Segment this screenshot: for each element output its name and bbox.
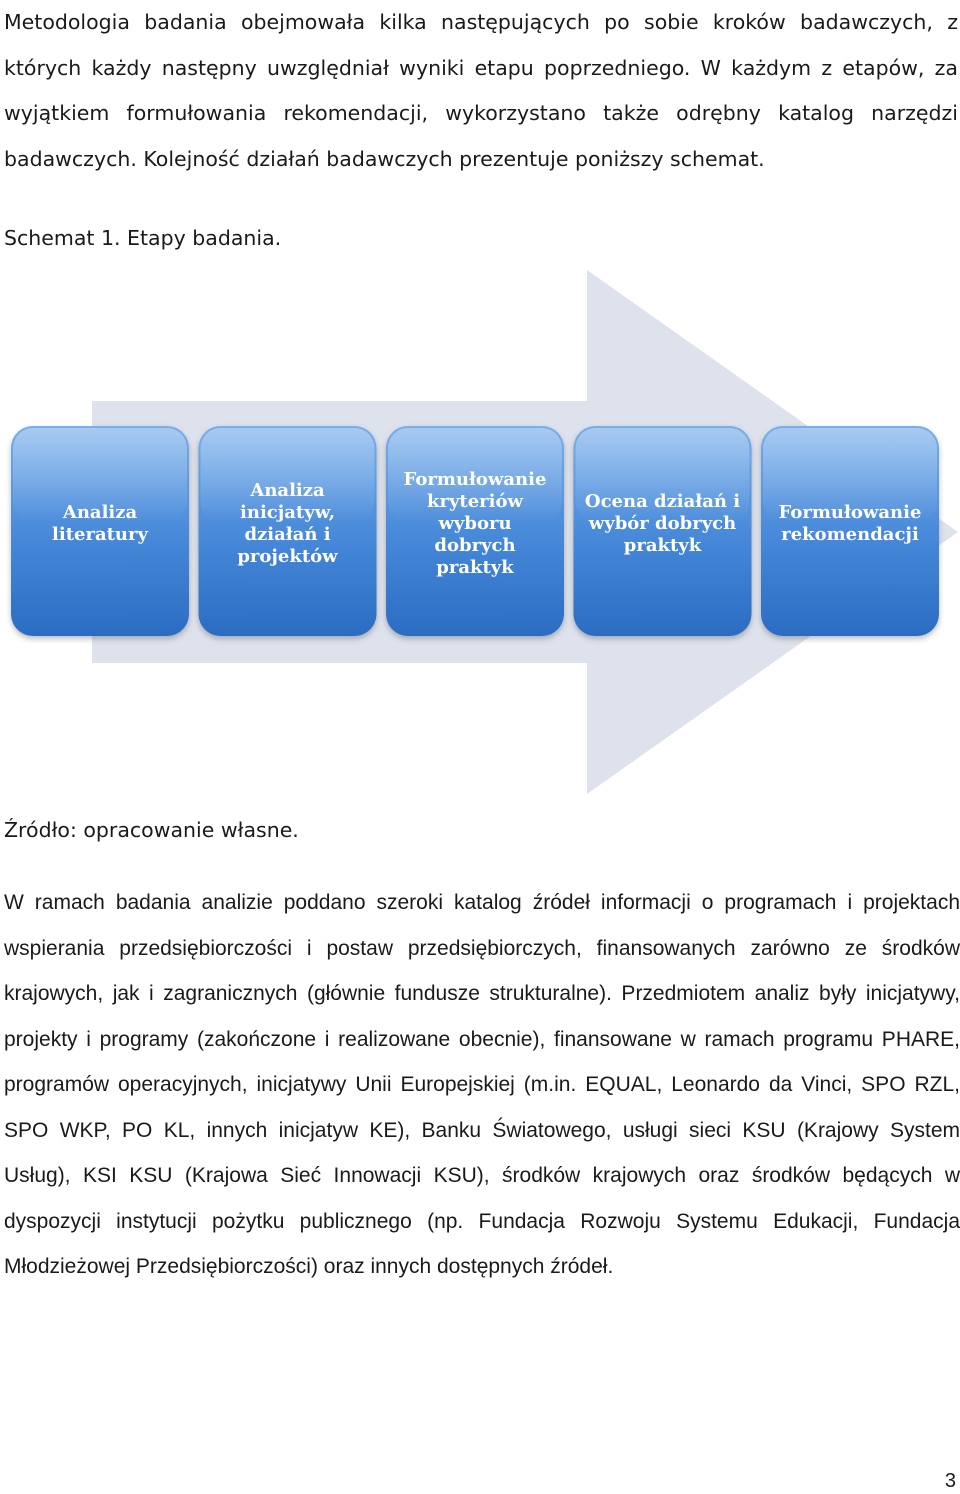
step-box-5 (761, 426, 939, 636)
step-box-4 (574, 426, 752, 636)
figure-caption: Schemat 1. Etapy badania. (4, 226, 282, 250)
figure-source: Źródło: opracowanie własne. (4, 818, 299, 842)
page-number: 3 (944, 1470, 956, 1492)
stages-diagram-svg (0, 268, 960, 798)
step-box-1 (11, 426, 189, 636)
step-label-line: projektów (237, 546, 338, 567)
step-box-2 (199, 426, 377, 636)
step-label-1 (52, 502, 148, 545)
step-label-line: wybór dobrych (588, 513, 737, 534)
step-label-line: inicjatyw, (240, 502, 335, 523)
step-label-line: dobrych (434, 535, 516, 556)
stages-diagram (0, 268, 960, 798)
step-label-line: Formułowanie (403, 469, 547, 490)
body-paragraph: W ramach badania analizie poddano szeroki katalog źródeł informacji o programach i projektach wspierania przedsiębiorczości i postaw przedsiębiorczych, finansowanych zarówno ze środków krajowych, jak i zagranicznych (głównie fundusze strukturalne). Przedmiotem analiz były inicjatywy, projekty i programy (zakończone i realizowane obecnie), finansowane w ramach programu PHARE, programów operacyjnych, inicjatywy Unii Europejskiej (m.in. EQUAL, Leonardo da Vinci, SPO RZL, SPO WKP, PO KL, innych inicjatyw KE), Banku Światowego, usługi sieci KSU (Krajowy System Usług), KSI KSU (Krajowa Sieć Innowacji KSU), środków krajowych oraz środków będących w dyspozycji instytucji pożytku publicznego (np. Fundacja Rozwoju Systemu Edukacji, Fundacja Młodzieżowej Przedsiębiorczości) oraz innych dostępnych źródeł. (4, 891, 960, 1278)
step-label-line: Formułowanie (778, 502, 922, 523)
step-label-line: wyboru (438, 513, 512, 534)
step-label-5 (779, 502, 922, 545)
step-label-line: Analiza (250, 480, 325, 501)
step-label-line: działań i (244, 524, 331, 545)
step-label-line: literatury (52, 524, 148, 545)
intro-paragraph: Metodologia badania obejmowała kilka następujących po sobie kroków badawczych, z których każdy następny uwzględniał wyniki etapu poprzedniego. W każdym z etapów, za wyjątkiem formułowania rekomendacji, wykorzystano także odrębny katalog narzędzi badawczych. Kolejność działań badawczych prezentuje poniższy schemat. (4, 10, 958, 171)
step-label-line: Analiza (62, 502, 138, 523)
step-label-line: praktyk (436, 557, 514, 578)
step-label-line: Ocena działań i (584, 491, 741, 512)
step-label-line: kryteriów (426, 491, 524, 512)
step-label-line: rekomendacji (781, 524, 919, 545)
steps-layer (11, 426, 939, 636)
step-label-2 (237, 480, 338, 567)
step-box-3 (386, 426, 564, 636)
step-label-line: praktyk (623, 535, 702, 556)
